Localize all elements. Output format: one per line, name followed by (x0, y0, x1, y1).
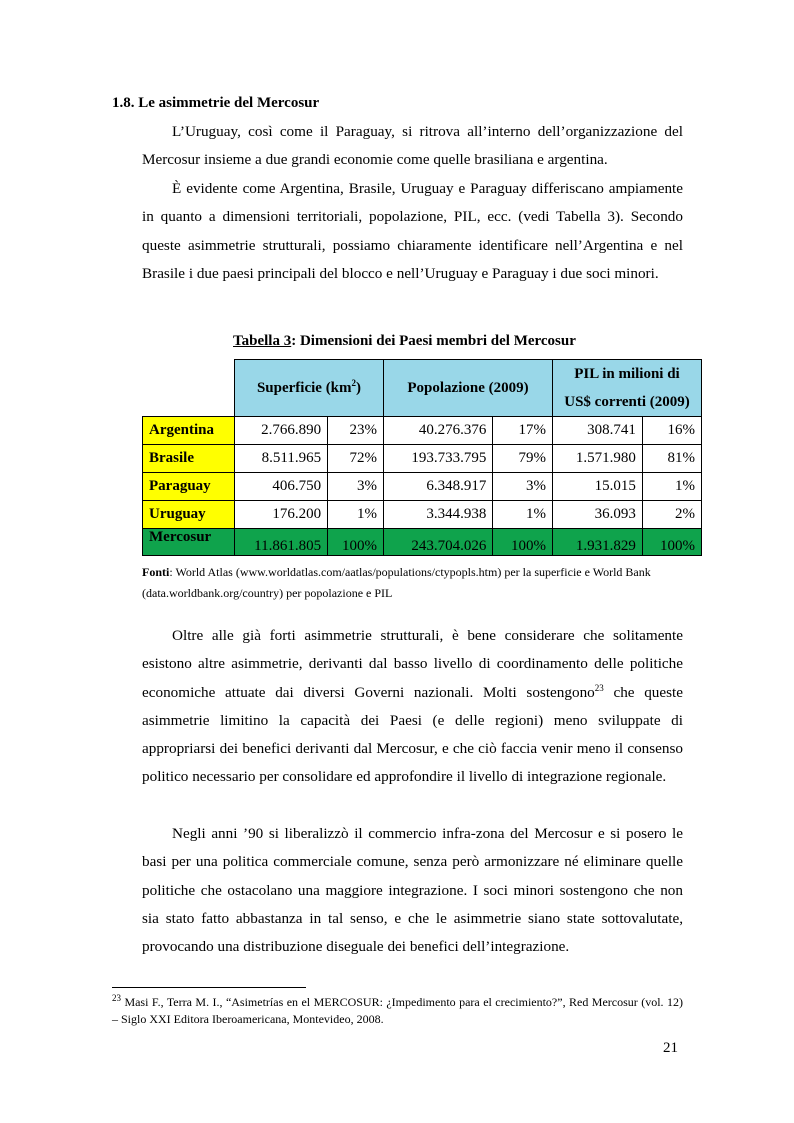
table-caption (233, 333, 576, 350)
pil-percent-cell: 16% (642, 417, 701, 445)
country-cell: Uruguay (143, 501, 235, 529)
header-superficie-sup: 2 (351, 377, 357, 388)
pil-value-cell: 1.931.829 (553, 529, 643, 556)
population-percent-cell: 17% (493, 417, 553, 445)
area-percent-cell: 23% (328, 417, 384, 445)
table-row (143, 501, 702, 529)
table-row (143, 417, 702, 445)
table-row (143, 473, 702, 501)
table-source-label: Fonti (142, 565, 170, 579)
pil-percent-cell: 100% (642, 529, 701, 556)
pil-value-cell: 15.015 (553, 473, 643, 501)
population-percent-cell: 100% (493, 529, 553, 556)
population-value-cell: 193.733.795 (384, 445, 493, 473)
header-superficie (235, 360, 384, 417)
population-value-cell: 40.276.376 (384, 417, 493, 445)
paragraph-3-continued: che queste asimmetrie limitino la capacità dei Paesi (e delle regioni) meno sviluppate di appropriarsi dei benefici derivanti dal Mercosur, e che ciò faccia venir meno il consenso politico necessario per consolidare ed approfondire il livello di integrazione regionale. (142, 683, 683, 786)
header-popolazione: Popolazione (2009) (384, 360, 553, 417)
country-cell: Argentina (143, 417, 235, 445)
header-pil-line1: PIL in milioni di (574, 366, 680, 382)
country-cell: Paraguay (143, 473, 235, 501)
paragraph-2-text: È evidente come Argentina, Brasile, Uruguay e Paraguay differiscano ampiamente in quanto a dimensioni territoriali, popolazione, PIL, ecc. (vedi Tabella 3). Secondo queste asimmetrie strutturali, possiamo chiaramente identificare nell’Argentina e nel Brasile i due paesi principali del blocco e nell’Uruguay e Paraguay i due soci minori. (142, 180, 683, 282)
mercosur-dimensions-table (142, 359, 702, 556)
population-value-cell: 6.348.917 (384, 473, 493, 501)
pil-percent-cell: 81% (642, 445, 701, 473)
paragraph-3-text: Oltre alle già forti asimmetrie strutturali, è bene considerare che solitamente esistono altre asimmetrie, derivanti dal basso livello di coordinamento delle politiche economiche attuate dai diversi Governi nazionali. Molti sostengono (142, 627, 683, 701)
pil-value-cell: 308.741 (553, 417, 643, 445)
header-pil (553, 360, 702, 417)
area-percent-cell: 1% (328, 501, 384, 529)
table-total-row (143, 529, 702, 556)
table-header-row (143, 360, 702, 417)
table-source-text: : World Atlas (www.worldatlas.com/aatlas/populations/ctypopls.htm) per la superficie e World Bank (data.worldbank.org/country) per popolazione e PIL (142, 565, 651, 600)
pil-percent-cell: 1% (642, 473, 701, 501)
paragraph-2 (142, 175, 683, 288)
population-percent-cell: 79% (493, 445, 553, 473)
paragraph-1-text: L’Uruguay, così come il Paraguay, si ritrova all’interno dell’organizzazione del Mercosur insieme a due grandi economie come quelle brasiliana e argentina. (142, 123, 683, 169)
paragraph-4-text: Negli anni ’90 si liberalizzò il commercio infra-zona del Mercosur e si posero le basi per una politica commerciale comune, senza però armonizzare né eliminare quelle politiche che ostacolano una maggiore integrazione. I soci minori sostengono che non sia stato fatto abbastanza in tal senso, e che le asimmetrie siano state sottovalutate, provocando una distribuzione diseguale dei benefici dell’integrazione. (142, 825, 683, 956)
area-value-cell: 11.861.805 (235, 529, 328, 556)
pil-value-cell: 1.571.980 (553, 445, 643, 473)
footnote-number: 23 (112, 993, 121, 1003)
table-source-note (142, 562, 687, 604)
page-number: 21 (663, 1040, 678, 1056)
header-blank-cell (143, 360, 235, 417)
footnote (112, 994, 683, 1028)
pil-percent-cell: 2% (642, 501, 701, 529)
paragraph-1 (142, 118, 683, 175)
header-pil-line2: US$ correnti (2009) (564, 394, 690, 410)
country-cell: Brasile (143, 445, 235, 473)
population-percent-cell: 3% (493, 473, 553, 501)
area-value-cell: 2.766.890 (235, 417, 328, 445)
table-body (143, 417, 702, 556)
table-row (143, 445, 702, 473)
footnote-divider (112, 987, 306, 988)
area-percent-cell: 72% (328, 445, 384, 473)
country-cell: Mercosur (143, 529, 235, 556)
pil-value-cell: 36.093 (553, 501, 643, 529)
footnote-reference: 23 (594, 682, 604, 693)
header-superficie-close: ) (356, 379, 362, 396)
header-superficie-text: Superficie (km (256, 379, 352, 396)
footnote-text: Masi F., Terra M. I., “Asimetrías en el MERCOSUR: ¿Impedimento para el crecimiento?”, Red Mercosur (vol. 12) – Siglo XXI Editora Iberoamericana, Montevideo, 2008. (112, 995, 683, 1026)
population-value-cell: 243.704.026 (384, 529, 493, 556)
paragraph-3 (142, 622, 683, 792)
table-caption-text: : Dimensioni dei Paesi membri del Mercosur (291, 333, 576, 349)
section-title: 1.8. Le asimmetrie del Mercosur (112, 95, 320, 111)
area-value-cell: 8.511.965 (235, 445, 328, 473)
area-percent-cell: 3% (328, 473, 384, 501)
area-value-cell: 176.200 (235, 501, 328, 529)
population-percent-cell: 1% (493, 501, 553, 529)
area-percent-cell: 100% (328, 529, 384, 556)
table-caption-label: Tabella 3 (233, 333, 292, 349)
paragraph-4 (142, 820, 683, 961)
population-value-cell: 3.344.938 (384, 501, 493, 529)
area-value-cell: 406.750 (235, 473, 328, 501)
